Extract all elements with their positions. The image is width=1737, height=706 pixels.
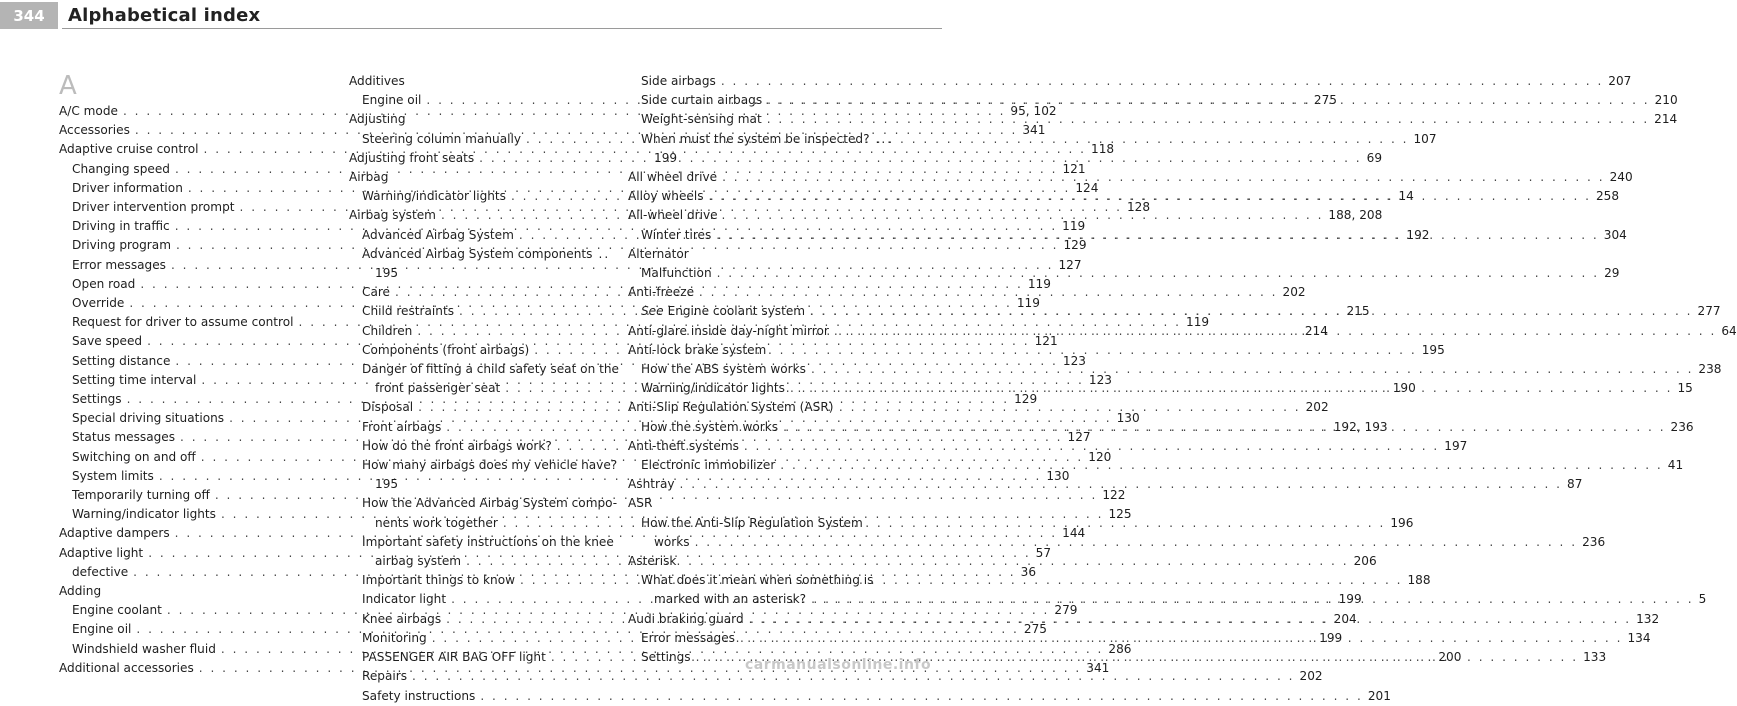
entry-text: Important safety instructions on the knee xyxy=(362,534,614,549)
page-ref: 132 xyxy=(1636,611,1660,626)
entry-text: Accessories xyxy=(59,123,130,138)
entry-text: Malfunction xyxy=(641,266,712,281)
entry-text: Asterisk xyxy=(628,554,677,569)
page-ref: 341 xyxy=(1022,123,1046,138)
page-ref: 120 xyxy=(1088,449,1112,464)
entry-text: How the Advanced Airbag System compo- xyxy=(362,496,618,511)
page-ref: 199 xyxy=(1338,592,1362,607)
leader-dots xyxy=(680,475,1562,494)
entry-text: PASSENGER AIR BAG OFF light xyxy=(362,650,546,665)
entry-text: Disposal xyxy=(362,400,414,415)
page-ref: 236 xyxy=(1670,419,1694,434)
entry-text: Engine oil xyxy=(72,622,132,637)
entry-text: Anti-glare inside day-night mirror xyxy=(628,323,829,338)
page-ref: 341 xyxy=(1086,660,1110,675)
page-ref: 41 xyxy=(1667,458,1684,473)
page-ref: 107 xyxy=(1413,131,1437,146)
entry-text: Additional accessories xyxy=(59,660,194,675)
index-entry xyxy=(628,341,883,360)
page-ref: 210 xyxy=(1654,93,1678,108)
entry-text: Windshield washer fluid xyxy=(72,641,216,656)
leader-dots xyxy=(716,226,1598,245)
entry-text: How many airbags does my vehicle have? xyxy=(362,458,618,473)
page-number: 344 xyxy=(0,2,58,29)
page-ref: 119 xyxy=(1016,296,1040,311)
page-ref: 195 xyxy=(375,266,399,281)
page-ref: 121 xyxy=(1062,161,1086,176)
index-entry xyxy=(349,494,618,513)
entry-text: airbag system xyxy=(375,554,462,569)
leader-dots: .. xyxy=(598,246,611,261)
index-entry xyxy=(349,110,612,129)
page-ref: 57 xyxy=(1035,545,1052,560)
page-ref: 202 xyxy=(1299,669,1323,684)
page-ref: 130 xyxy=(1116,411,1140,426)
page-ref: 188, 208 xyxy=(1328,208,1383,223)
page-title: Alphabetical index xyxy=(68,5,261,26)
entry-text: Ashtray xyxy=(628,477,675,492)
index-entry xyxy=(628,437,883,456)
page-ref: 121 xyxy=(1034,334,1058,349)
entry-text: Setting distance xyxy=(72,353,171,368)
entry-text: ASR xyxy=(628,496,653,511)
entry-text: Alloy wheels xyxy=(628,189,704,204)
entry-text: Child restraints xyxy=(362,304,454,319)
page-ref: 199 xyxy=(654,150,678,165)
page-ref: 128 xyxy=(1126,200,1151,215)
page-ref: 214 xyxy=(1304,323,1328,338)
entry-text: Anti-lock brake system xyxy=(628,342,767,357)
section-letter: A xyxy=(59,71,77,101)
index-entry xyxy=(349,533,612,552)
entry-text: Side curtain airbags xyxy=(641,93,763,108)
page-ref: 188 xyxy=(1407,573,1431,588)
leader-dots xyxy=(709,187,1591,206)
entry-text: Important things to know xyxy=(362,573,515,588)
entry-text: Temporarily turning off xyxy=(72,488,210,503)
leader-dots xyxy=(480,687,1362,706)
page-ref: 207 xyxy=(1608,74,1632,88)
header-divider xyxy=(62,28,942,29)
entry-text: Request for driver to assume control xyxy=(72,315,294,330)
entry-text: Changing speed xyxy=(72,161,170,176)
leader-dots xyxy=(717,264,1599,283)
page-ref: 190 xyxy=(1392,381,1416,396)
entry-text: Steering column manually xyxy=(362,131,521,146)
page-ref: 130 xyxy=(1046,468,1070,483)
page-ref: 127 xyxy=(1058,257,1082,272)
entry-text: Children xyxy=(362,323,413,338)
entry-text: Settings xyxy=(641,650,691,665)
leader-dots: ... xyxy=(875,131,894,146)
page-ref: 279 xyxy=(1054,603,1078,618)
leader-dots xyxy=(722,168,1604,187)
index-entry-continuation xyxy=(349,264,612,283)
entry-text: Front airbags xyxy=(362,419,442,434)
index-entry xyxy=(59,582,336,601)
entry-text: Error messages xyxy=(72,257,166,272)
entry-text: Engine coolant xyxy=(72,603,162,618)
entry-text: Setting time interval xyxy=(72,372,197,387)
entry-text: Engine coolant system xyxy=(667,304,806,319)
entry-text: Anti-freeze xyxy=(628,285,695,300)
leader-dots xyxy=(783,418,1665,437)
entry-text: What does it mean when something is xyxy=(641,573,874,588)
leader-dots xyxy=(695,533,1577,552)
entry-text: How do the front airbags work? xyxy=(362,438,552,453)
page-ref: 95, 102 xyxy=(1010,104,1057,118)
page-ref: 214 xyxy=(1654,112,1678,127)
index-entry xyxy=(628,552,883,571)
entry-text: Save speed xyxy=(72,334,143,349)
entry-text: Advanced Airbag System components xyxy=(362,246,593,261)
page-ref: 118 xyxy=(1091,142,1115,157)
entry-text: defective xyxy=(72,564,129,579)
page-ref: 5 xyxy=(1698,592,1707,607)
entry-text: Status messages xyxy=(72,430,176,445)
index-entry xyxy=(628,245,883,264)
page-ref: 29 xyxy=(1604,266,1620,281)
page-ref: 123 xyxy=(1062,353,1086,368)
page-ref: 195 xyxy=(375,477,399,492)
page-ref: 202 xyxy=(1282,285,1306,300)
page-ref: 215 xyxy=(1346,304,1370,319)
see-reference: See xyxy=(641,304,664,319)
entry-text: Driving in traffic xyxy=(72,219,170,234)
entry-text: Danger of fitting a child safety seat on the xyxy=(362,362,619,377)
entry-text: Repairs xyxy=(362,669,408,684)
page-ref: 119 xyxy=(1027,276,1051,291)
entry-text: Safety instructions xyxy=(362,688,476,703)
entry-text: Anti-theft systems xyxy=(628,438,739,453)
entry-text: Driver information xyxy=(72,180,183,195)
footer-watermark: carmanualsonline.info xyxy=(745,657,932,673)
leader-dots xyxy=(749,610,1631,629)
index-entry xyxy=(628,398,883,417)
entry-text: Adjusting front seats xyxy=(349,150,475,165)
index-entry xyxy=(628,571,883,590)
page-ref: 129 xyxy=(1063,238,1087,253)
entry-text: Components (front airbags) xyxy=(362,342,530,357)
page-ref: 64 xyxy=(1721,323,1737,338)
leader-dots xyxy=(721,72,1603,91)
index-entry xyxy=(628,130,894,149)
page-ref: 122 xyxy=(1102,488,1126,503)
entry-text: A/C mode xyxy=(59,104,118,118)
leader-dots xyxy=(780,456,1662,475)
leader-dots xyxy=(811,360,1693,379)
index-entry xyxy=(349,360,619,379)
entry-text: Anti-Slip Regulation System (ASR) xyxy=(628,400,834,415)
page-ref: 286 xyxy=(1108,641,1132,656)
page-ref: 125 xyxy=(1108,507,1132,522)
page-ref: 36 xyxy=(1020,564,1037,579)
index-entry-continuation xyxy=(349,475,612,494)
page-ref: 129 xyxy=(1014,392,1038,407)
entry-text: Audi braking guard xyxy=(628,611,744,626)
entry-text: Advanced Airbag System xyxy=(362,227,514,242)
page-ref: 124 xyxy=(1075,180,1099,195)
index-entry xyxy=(628,283,883,302)
entry-text: works xyxy=(654,534,690,549)
page-ref: 195 xyxy=(1421,342,1445,357)
entry-text: Adding xyxy=(59,584,102,599)
entry-text: Special driving situations xyxy=(72,411,225,426)
leader-dots xyxy=(811,590,1693,609)
entry-text: Open road xyxy=(72,276,136,291)
entry-text: Electronic immobilizer xyxy=(641,458,776,473)
entry-text: marked with an asterisk? xyxy=(654,592,807,607)
entry-text: Monitoring xyxy=(362,630,427,645)
entry-text: Side airbags xyxy=(641,74,716,88)
page-ref: 236 xyxy=(1582,534,1606,549)
page-ref: 275 xyxy=(1023,622,1047,637)
leader-dots xyxy=(466,552,1348,571)
page-ref: 206 xyxy=(1353,554,1377,569)
page-ref: 202 xyxy=(1305,400,1329,415)
entry-text: How the Anti-Slip Regulation System xyxy=(641,515,863,530)
entry-text: How the ABS system works xyxy=(641,362,806,377)
leader-dots xyxy=(767,110,1649,129)
page-ref: 127 xyxy=(1067,430,1091,445)
entry-text: Weight-sensing mat xyxy=(641,112,762,127)
index-entry xyxy=(349,245,612,264)
page-ref: 196 xyxy=(1390,515,1414,530)
entry-text: How the system works xyxy=(641,419,779,434)
entry-text: Warning/indicator lights xyxy=(641,381,785,396)
entry-text: Winter tires xyxy=(641,227,712,242)
entry-text: Alternator xyxy=(628,246,689,261)
entry-text: Adjusting xyxy=(349,112,406,127)
entry-text: Driver intervention prompt xyxy=(72,200,235,215)
leader-dots xyxy=(810,302,1692,321)
page-ref: 275 xyxy=(1313,93,1337,108)
entry-text: System limits xyxy=(72,468,154,483)
page-ref: 204 xyxy=(1333,611,1357,626)
page-ref: 192 xyxy=(1406,227,1430,242)
entry-text: Warning/indicator lights xyxy=(72,507,216,522)
entry-text: Warning/indicator lights xyxy=(362,189,506,204)
index-entry xyxy=(349,168,612,187)
page-ref: 199 xyxy=(1319,630,1343,645)
page-ref: 192, 193 xyxy=(1333,419,1388,434)
page-ref: 277 xyxy=(1697,304,1721,319)
page-ref: 134 xyxy=(1627,630,1651,645)
entry-text: nents work together xyxy=(375,515,498,530)
entry-text: Airbag xyxy=(349,170,389,185)
entry-text: front passenger seat xyxy=(375,381,501,396)
index-entry xyxy=(349,456,618,475)
page-ref: 15 xyxy=(1677,381,1693,396)
page-ref: 69 xyxy=(1366,150,1383,165)
entry-text: Knee airbags xyxy=(362,611,442,626)
index-entry xyxy=(628,494,883,513)
entry-text: Engine oil xyxy=(362,93,422,108)
page-ref: 238 xyxy=(1698,362,1722,377)
index-entry xyxy=(628,514,883,533)
entry-text: Override xyxy=(72,296,125,311)
index-entry xyxy=(628,72,1632,91)
entry-text: Driving program xyxy=(72,238,171,253)
page-ref: 258 xyxy=(1595,189,1620,204)
page-ref: 201 xyxy=(1367,688,1391,703)
page-header xyxy=(0,0,960,30)
index-entry-continuation xyxy=(628,149,883,168)
entry-text: Adaptive cruise control xyxy=(59,142,199,157)
entry-text: Airbag system xyxy=(349,208,436,223)
page-ref: 200 xyxy=(1438,650,1462,665)
leader-dots xyxy=(834,322,1716,341)
page-ref: 87 xyxy=(1567,477,1583,492)
leader-dots xyxy=(479,149,1361,168)
entry-text: Adaptive dampers xyxy=(59,526,170,541)
entry-text: Settings xyxy=(72,392,122,407)
index-entry xyxy=(349,72,612,91)
entry-text: All wheel drive xyxy=(628,170,718,185)
page-ref: 119 xyxy=(1186,315,1210,330)
entry-text: Indicator light xyxy=(362,592,447,607)
entry-text: Error messages xyxy=(641,630,735,645)
page-ref: 144 xyxy=(1062,526,1086,541)
entry-text: Switching on and off xyxy=(72,449,196,464)
entry-text: Additives xyxy=(349,74,405,88)
page-ref: 197 xyxy=(1444,438,1468,453)
entry-text: Care xyxy=(362,285,391,300)
page-ref: 240 xyxy=(1609,170,1633,185)
page-ref: 123 xyxy=(1088,372,1112,387)
page-ref: 14 xyxy=(1398,189,1414,204)
page-ref: 304 xyxy=(1603,227,1627,242)
leader-dots xyxy=(790,379,1672,398)
page-ref: 119 xyxy=(1062,219,1086,234)
entry-text: Adaptive light xyxy=(59,545,144,560)
index-entry xyxy=(349,687,1391,706)
entry-text: All-wheel drive xyxy=(628,208,718,223)
index-entry xyxy=(628,206,883,225)
leader-dots xyxy=(767,91,1649,110)
leader-dots xyxy=(740,629,1622,648)
entry-text: When must the system be inspected? xyxy=(641,131,870,146)
page-ref: 133 xyxy=(1583,650,1607,665)
